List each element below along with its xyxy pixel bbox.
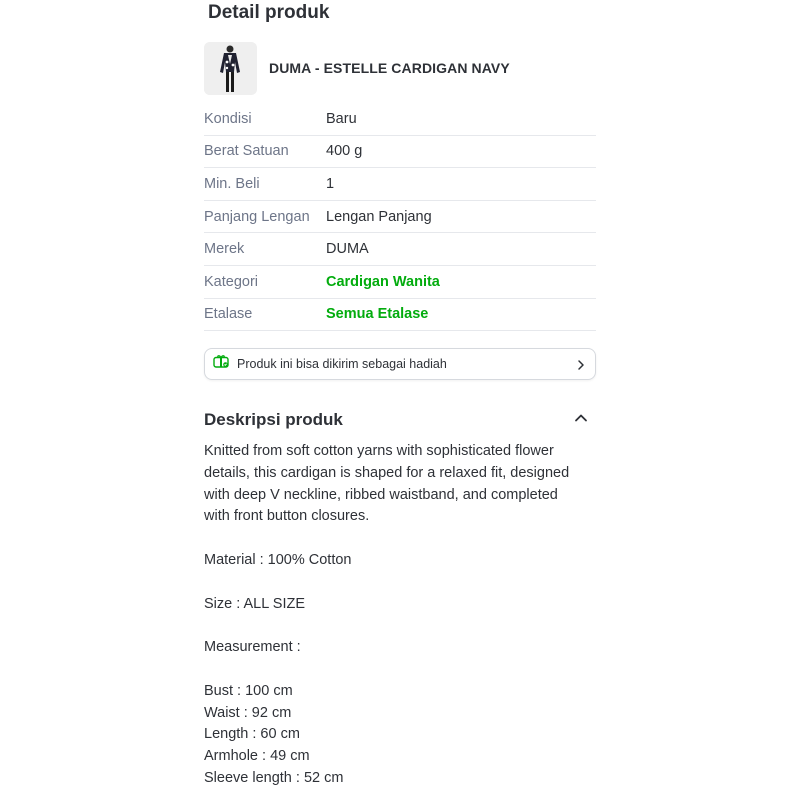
spec-row-merek [204, 233, 596, 266]
material-line: Material : 100% Cotton [204, 551, 352, 568]
measurement-line: Length : 60 cm [204, 726, 300, 743]
spec-row-etalase [204, 299, 596, 332]
measurement-line: Armhole : 49 cm [204, 748, 310, 765]
measurement-line: Bust : 100 cm [204, 682, 293, 699]
description-body [204, 441, 604, 790]
gift-icon [213, 354, 229, 375]
spec-label: Etalase [204, 306, 253, 323]
spec-label: Kategori [204, 273, 259, 290]
spec-table [204, 103, 596, 331]
product-thumbnail[interactable] [204, 42, 257, 95]
spec-row-panjang-lengan [204, 201, 596, 234]
spec-row-kondisi [204, 103, 596, 136]
etalase-link[interactable]: Semua Etalase [326, 306, 429, 323]
gift-option-button[interactable] [204, 348, 596, 380]
spec-label: Min. Beli [204, 175, 260, 192]
size-line: Size : ALL SIZE [204, 595, 306, 612]
product-name[interactable]: DUMA - ESTELLE CARDIGAN NAVY [269, 60, 510, 76]
section-title: Detail produk [208, 2, 330, 23]
spec-row-min-beli [204, 168, 596, 201]
spec-label: Berat Satuan [204, 143, 289, 160]
spec-value: 1 [326, 175, 335, 192]
spec-value: Baru [326, 110, 357, 127]
measurement-line: Waist : 92 cm [204, 704, 292, 721]
description-line: Knitted from soft cotton yarns with sophisticated flower [204, 443, 554, 459]
description-line: details, this cardigan is shaped for a relaxed fit, designed [204, 464, 570, 481]
gift-text: Produk ini bisa dikirim sebagai hadiah [237, 357, 447, 371]
description-header[interactable] [204, 409, 596, 431]
measurement-line: Sleeve length : 52 cm [204, 769, 344, 786]
spec-label: Kondisi [204, 110, 252, 127]
product-summary[interactable] [204, 41, 596, 95]
spec-label: Merek [204, 241, 245, 258]
spec-label: Panjang Lengan [204, 208, 310, 225]
description-line: with deep V neckline, ribbed waistband, and completed [204, 486, 558, 503]
spec-row-kategori [204, 266, 596, 299]
chevron-up-icon[interactable] [574, 411, 588, 430]
description-title: Deskripsi produk [204, 410, 343, 429]
measurement-title: Measurement : [204, 639, 301, 656]
spec-value: Lengan Panjang [326, 208, 432, 225]
description-line: with front button closures. [204, 508, 370, 525]
chevron-right-icon [575, 358, 587, 370]
spec-value: 400 g [326, 143, 363, 160]
spec-row-berat [204, 136, 596, 169]
spec-value: DUMA [326, 241, 369, 258]
category-link[interactable]: Cardigan Wanita [326, 273, 440, 290]
